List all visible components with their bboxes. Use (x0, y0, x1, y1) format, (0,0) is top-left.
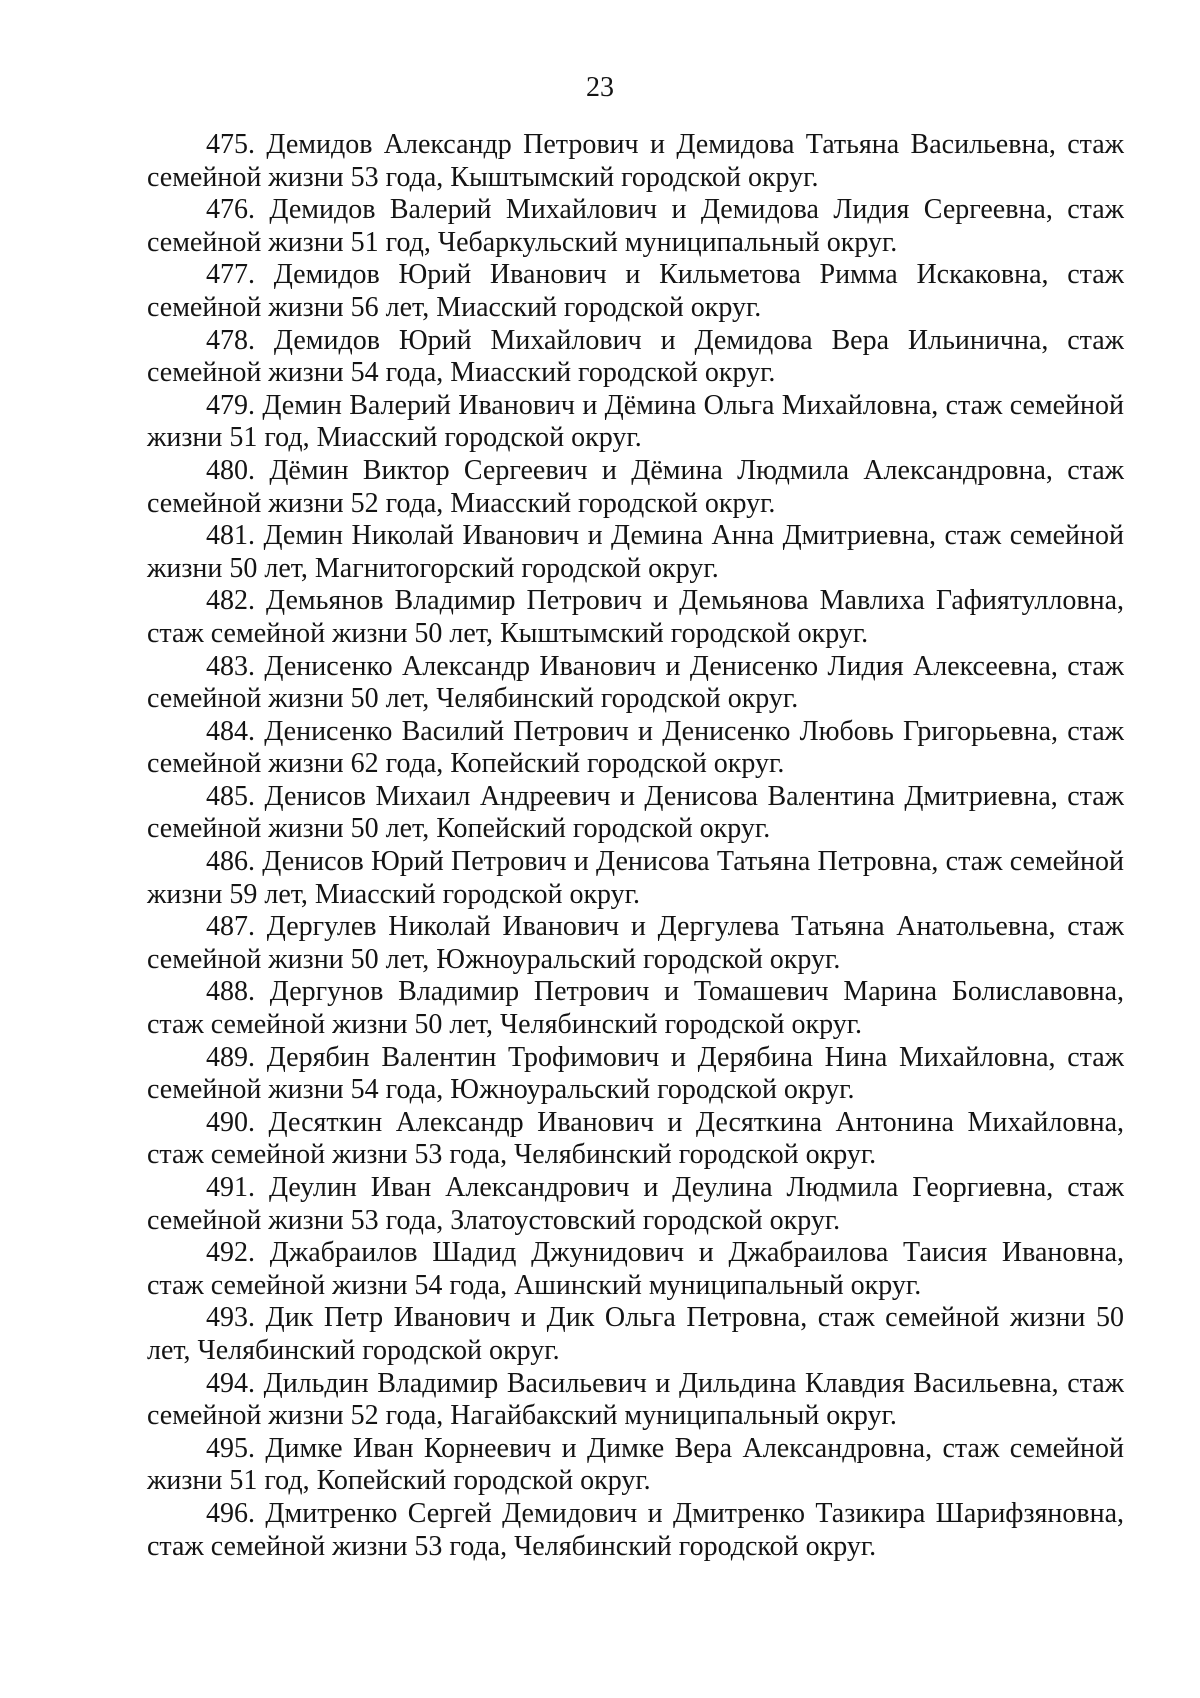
entry-number: 482. (206, 585, 255, 617)
list-item (147, 585, 1124, 650)
entry-text: Десяткин Александр Иванович и Десяткина Антонина Михайловна, стаж семейной жизни 53 года, Челябинский городской округ. (147, 1106, 1125, 1171)
entry-text: Дмитренко Сергей Демидович и Дмитренко Тазикира Шарифзяновна, стаж семейной жизни 53 года, Челябинский городской округ. (147, 1497, 1124, 1562)
list-item (147, 911, 1124, 976)
list-item (147, 259, 1124, 324)
entry-number: 489. (206, 1041, 255, 1073)
page-number: 23 (586, 72, 614, 103)
entry-text: Дёмин Виктор Сергеевич и Дёмина Людмила Александровна, стаж семейной жизни 52 года, Миасский городской округ. (147, 454, 1124, 519)
entry-text: Деулин Иван Александрович и Деулина Людмила Георгиевна, стаж семейной жизни 53 года, Златоустовский городской округ. (147, 1172, 1125, 1236)
entry-number: 490. (206, 1106, 255, 1138)
entry-text: Демидов Валерий Михайлович и Демидова Лидия Сергеевна, стаж семейной жизни 51 год, Чебаркульский муниципальный округ. (147, 194, 1125, 258)
entry-text: Демидов Юрий Михайлович и Демидова Вера Ильинична, стаж семейной жизни 54 года, Миасский городской округ. (147, 324, 1124, 389)
entry-text: Денисенко Александр Иванович и Денисенко Лидия Алексеевна, стаж семейной жизни 50 лет, Челябинский городской округ. (147, 650, 1124, 715)
entry-number: 495. (206, 1432, 255, 1464)
list-item (147, 1172, 1124, 1237)
entry-text: Денисов Юрий Петрович и Денисова Татьяна Петровна, стаж семейной жизни 59 лет, Миасский городской округ. (147, 846, 1124, 910)
list-item (147, 651, 1124, 716)
list-item (147, 1107, 1124, 1172)
entry-text: Дерябин Валентин Трофимович и Дерябина Нина Михайловна, стаж семейной жизни 54 года, Южноуральский городской округ. (147, 1041, 1124, 1106)
list-item (147, 325, 1124, 390)
entry-text: Дергулев Николай Иванович и Дергулева Татьяна Анатольевна, стаж семейной жизни 50 лет, Южноуральский городской округ. (147, 911, 1125, 975)
entry-text: Денисов Михаил Андреевич и Денисова Валентина Дмитриевна, стаж семейной жизни 50 лет, Копейский городской округ. (147, 780, 1125, 845)
entry-text: Джабраилов Шадид Джунидович и Джабраилова Таисия Ивановна, стаж семейной жизни 54 года, Ашинский муниципальный округ. (147, 1237, 1124, 1301)
entry-number: 492. (206, 1237, 255, 1269)
entry-number: 494. (206, 1367, 255, 1399)
list-item (147, 390, 1124, 455)
entry-number: 484. (206, 715, 255, 747)
list-item (147, 129, 1124, 194)
entry-text: Демин Валерий Иванович и Дёмина Ольга Михайловна, стаж семейной жизни 51 год, Миасский городской округ. (147, 389, 1125, 454)
list-item (147, 716, 1124, 781)
entry-number: 488. (206, 976, 255, 1008)
entry-number: 485. (206, 780, 255, 812)
entry-number: 487. (206, 911, 255, 943)
list-item (147, 520, 1124, 585)
list-item (147, 1498, 1124, 1563)
entry-text: Демидов Александр Петрович и Демидова Татьяна Васильевна, стаж семейной жизни 53 года, Кыштымский городской округ. (147, 129, 1125, 193)
entry-list (147, 129, 1124, 1563)
entry-number: 475. (206, 129, 255, 160)
entry-text: Демин Николай Иванович и Демина Анна Дмитриевна, стаж семейной жизни 50 лет, Магнитогорский городской округ. (147, 520, 1124, 584)
entry-number: 480. (206, 454, 255, 486)
list-item (147, 1237, 1124, 1302)
entry-text: Демидов Юрий Иванович и Кильметова Римма Искаковна, стаж семейной жизни 56 лет, Миасский городской округ. (147, 259, 1124, 323)
list-item (147, 846, 1124, 911)
entry-number: 477. (206, 259, 255, 291)
entry-text: Демьянов Владимир Петрович и Демьянова Мавлиха Гафиятулловна, стаж семейной жизни 50 лет, Кыштымский городской округ. (147, 585, 1124, 649)
entry-number: 481. (206, 520, 255, 552)
entry-text: Дик Петр Иванович и Дик Ольга Петровна, стаж семейной жизни 50 лет, Челябинский городской округ. (147, 1302, 1125, 1366)
entry-text: Дильдин Владимир Васильевич и Дильдина Клавдия Васильевна, стаж семейной жизни 52 года, Нагайбакский муниципальный округ. (147, 1367, 1124, 1432)
list-item (147, 1433, 1124, 1498)
entry-text: Димке Иван Корнеевич и Димке Вера Александровна, стаж семейной жизни 51 год, Копейский городской округ. (147, 1432, 1124, 1497)
entry-text: Дергунов Владимир Петрович и Томашевич Марина Болиславовна, стаж семейной жизни 50 лет, Челябинский городской округ. (147, 976, 1124, 1041)
list-item (147, 455, 1124, 520)
entry-number: 478. (206, 324, 255, 356)
entry-number: 479. (206, 389, 255, 421)
entry-number: 476. (206, 194, 255, 226)
entry-number: 491. (206, 1172, 255, 1203)
list-item (147, 1302, 1124, 1367)
list-item (147, 1042, 1124, 1107)
list-item (147, 976, 1124, 1041)
entry-number: 483. (206, 650, 255, 682)
entry-number: 486. (206, 846, 255, 878)
list-item (147, 1368, 1124, 1433)
entry-text: Денисенко Василий Петрович и Денисенко Любовь Григорьевна, стаж семейной жизни 62 года, Копейский городской округ. (147, 715, 1125, 780)
list-item (147, 781, 1124, 846)
entry-number: 493. (206, 1302, 255, 1334)
entry-number: 496. (206, 1497, 255, 1529)
list-item (147, 194, 1124, 259)
